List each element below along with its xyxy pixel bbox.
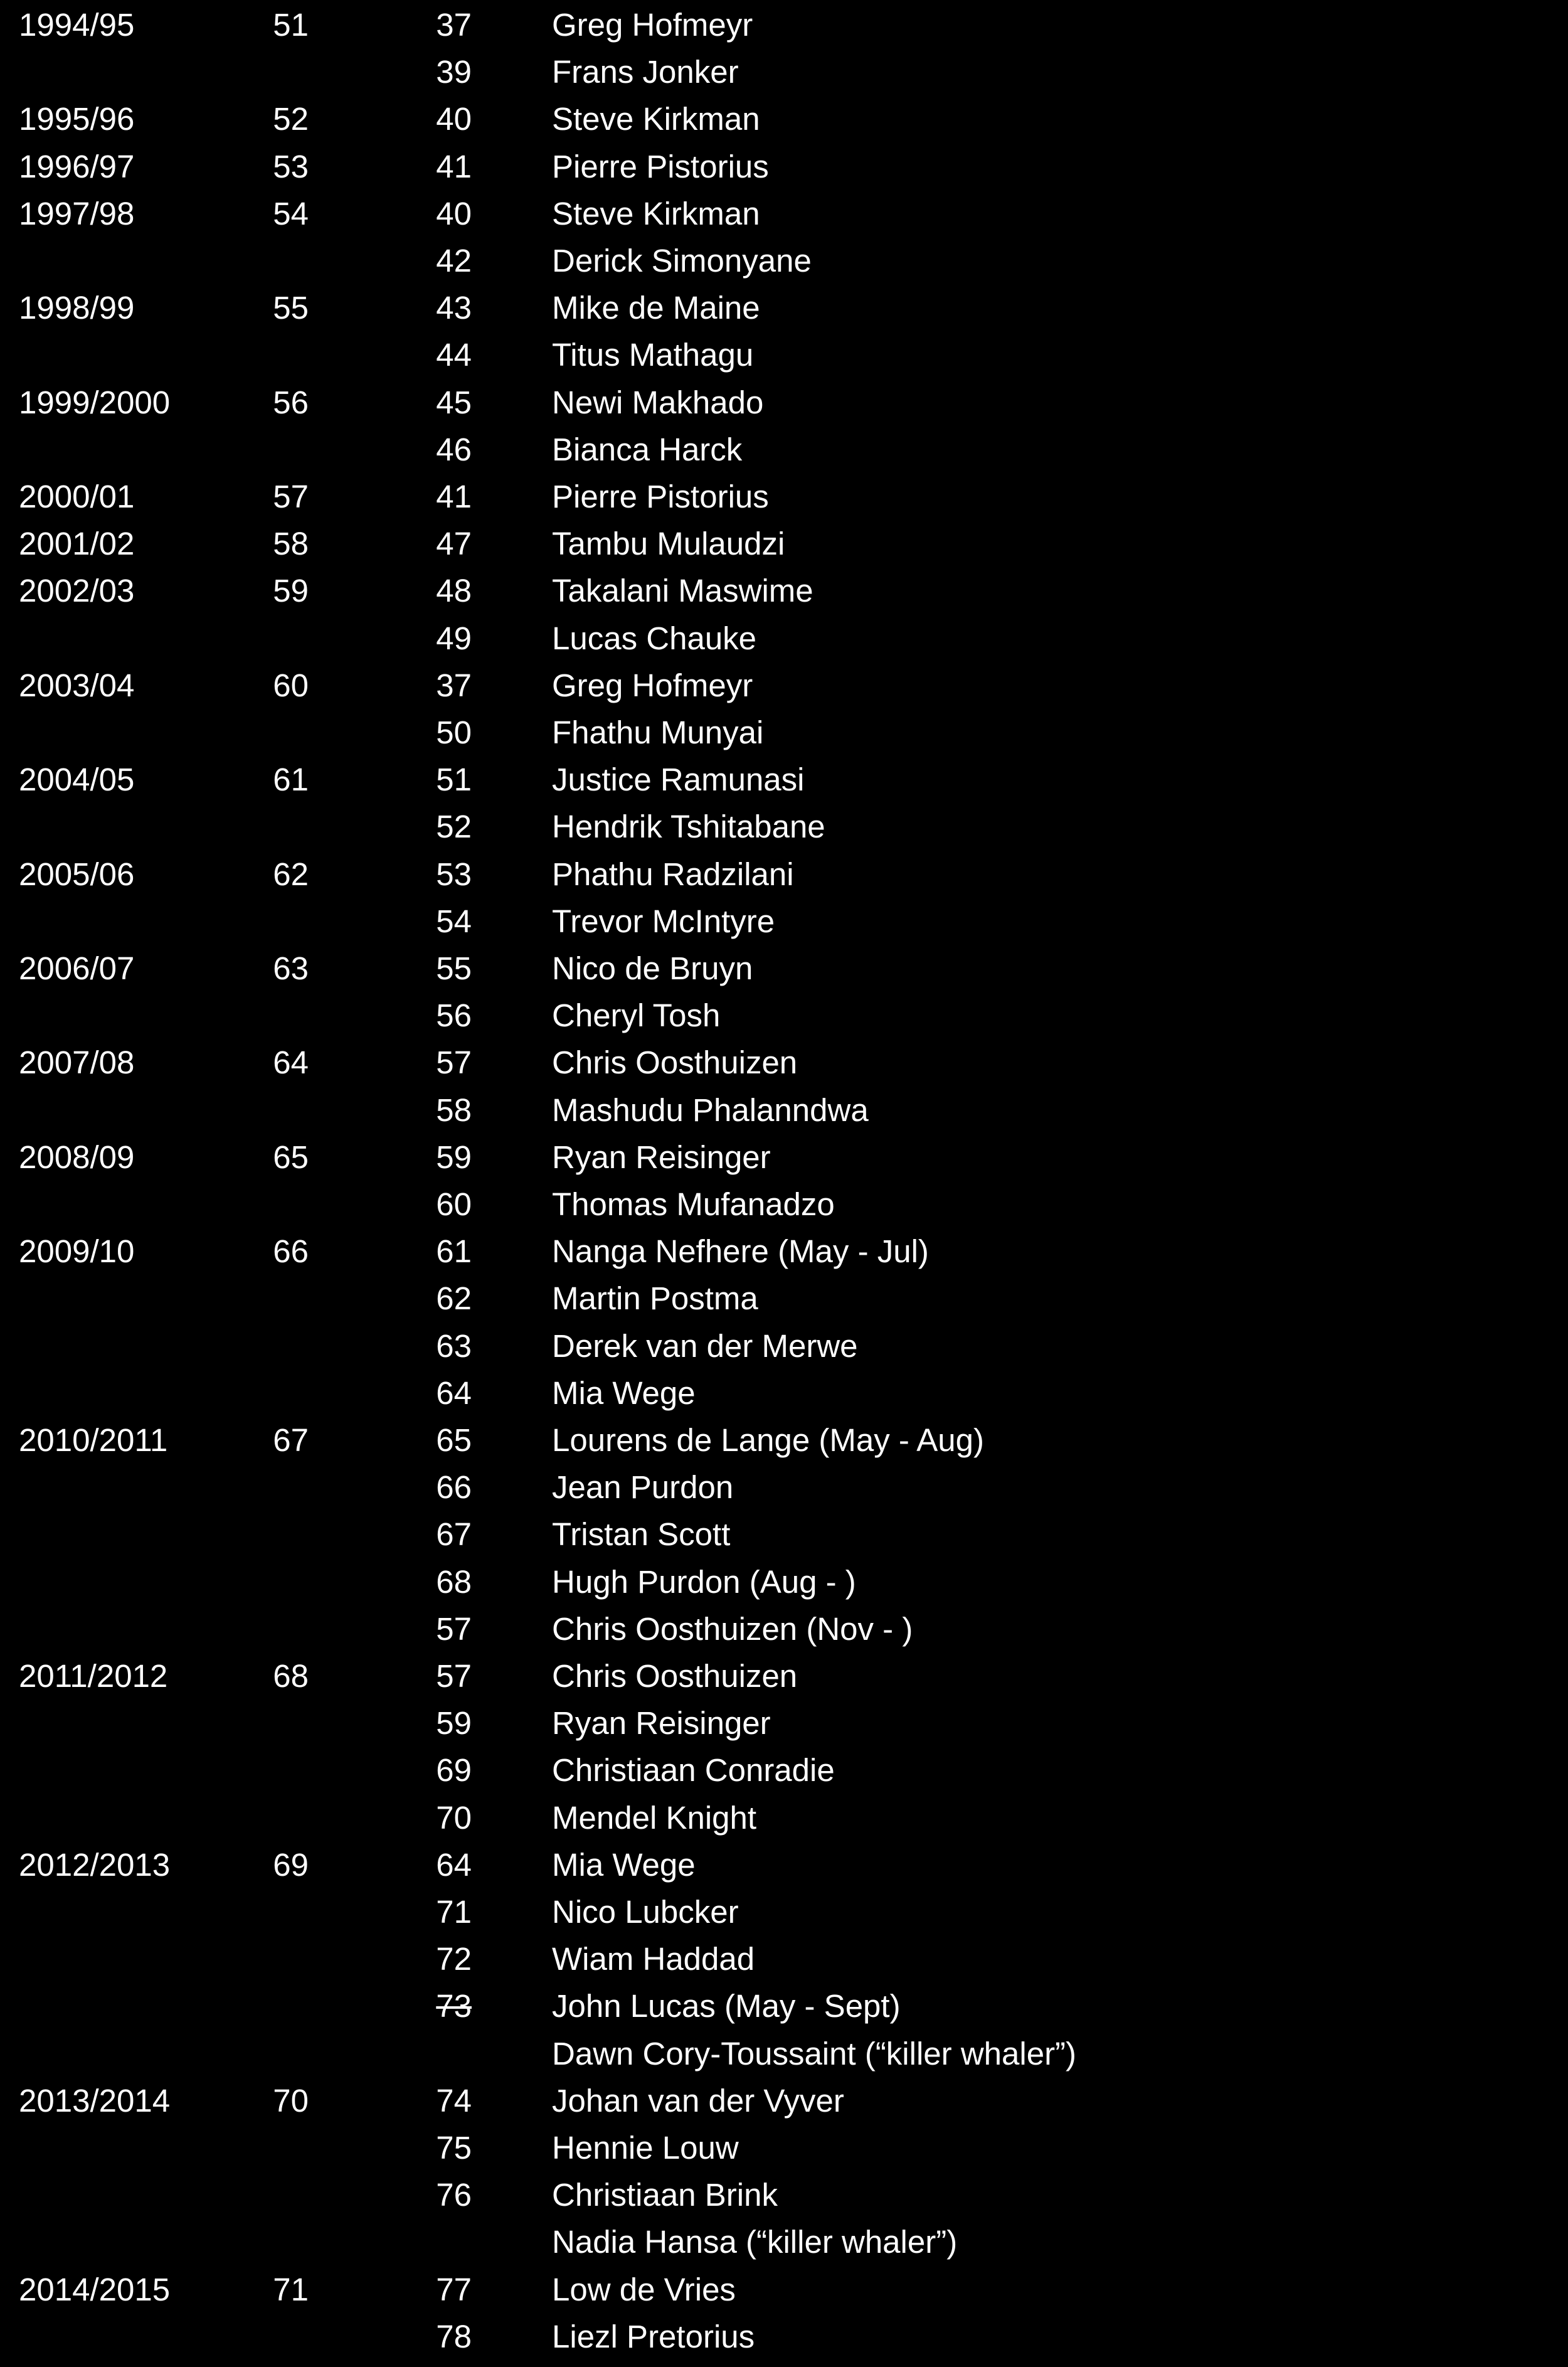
year-cell: 2011/2012 (19, 1658, 168, 1694)
year-cell: 2013/2014 (19, 2082, 171, 2119)
table-row (0, 1087, 1568, 1134)
member-id-cell: 42 (436, 243, 472, 279)
table-row (0, 48, 1568, 95)
table-row (0, 1652, 1568, 1699)
table-row (0, 2218, 1568, 2265)
year-cell: 2009/10 (19, 1233, 135, 1270)
table-row (0, 851, 1568, 898)
table-row (0, 2124, 1568, 2171)
member-id-cell: 60 (436, 1186, 472, 1222)
member-id-cell: 68 (436, 1563, 472, 1600)
table-row (0, 237, 1568, 284)
expedition-number-cell: 57 (273, 479, 309, 514)
table-row (0, 615, 1568, 662)
year-cell: 1999/2000 (19, 384, 171, 420)
table-row (0, 1699, 1568, 1747)
table-row (0, 1181, 1568, 1228)
expedition-number-cell: 70 (273, 2082, 309, 2119)
table-row (0, 1841, 1568, 1888)
member-id-cell: 66 (436, 1469, 472, 1506)
member-name-cell: Christiaan Conradie (552, 1752, 835, 1789)
member-name-cell: Newi Makhado (552, 384, 764, 420)
member-name-cell: Fhathu Munyai (552, 715, 764, 750)
member-name-cell: Thomas Mufanadzo (552, 1186, 835, 1222)
member-id-cell: 37 (436, 7, 472, 43)
table-row (0, 1888, 1568, 1935)
table-row (0, 2030, 1568, 2077)
year-cell: 2003/04 (19, 667, 135, 703)
expedition-number-cell: 59 (273, 573, 309, 609)
year-cell: 2012/2013 (19, 1846, 171, 1883)
member-id-cell: 41 (436, 479, 472, 514)
member-id-cell: 58 (436, 1092, 472, 1128)
table-row (0, 1228, 1568, 1275)
member-name-cell: Chris Oosthuizen (552, 1045, 798, 1081)
table-row (0, 1558, 1568, 1605)
member-name-cell: Frans Jonker (552, 54, 739, 90)
member-id-cell: 40 (436, 101, 472, 137)
expedition-number-cell: 60 (273, 667, 309, 703)
table-row (0, 898, 1568, 945)
table-row (0, 662, 1568, 709)
member-id-cell: 70 (436, 1799, 472, 1836)
table-row (0, 709, 1568, 756)
member-id-cell: 44 (436, 337, 472, 373)
member-name-cell: Mashudu Phalanndwa (552, 1092, 869, 1128)
table-row (0, 473, 1568, 520)
member-name-cell: Greg Hofmeyr (552, 7, 753, 43)
member-id-cell: 48 (436, 573, 472, 609)
member-name-cell: Martin Postma (552, 1280, 758, 1317)
expedition-number-cell: 61 (273, 762, 309, 798)
member-id-cell: 47 (436, 526, 472, 562)
table-row (0, 756, 1568, 803)
table-row (0, 567, 1568, 614)
table-row (0, 520, 1568, 567)
table-row (0, 1275, 1568, 1322)
year-cell: 2001/02 (19, 526, 135, 562)
member-id-cell: 57 (436, 1610, 472, 1647)
member-id-cell: 72 (436, 1941, 472, 1977)
expedition-number-cell: 56 (273, 384, 309, 420)
member-name-cell: Bianca Harck (552, 431, 743, 467)
year-cell: 2002/03 (19, 573, 135, 609)
member-name-cell: Low de Vries (552, 2271, 736, 2307)
expedition-number-cell: 69 (273, 1846, 309, 1883)
member-id-cell: 61 (436, 1233, 472, 1270)
year-cell: 2005/06 (19, 856, 135, 892)
member-id-cell: 45 (436, 384, 472, 420)
expedition-number-cell: 71 (273, 2271, 309, 2307)
member-id-cell: 57 (436, 1045, 472, 1081)
member-id-cell: 59 (436, 1139, 472, 1175)
year-cell: 2010/2011 (19, 1422, 168, 1458)
table-row (0, 2171, 1568, 2218)
table-row (0, 1370, 1568, 1417)
table-row (0, 1794, 1568, 1841)
year-cell: 2014/2015 (19, 2271, 171, 2307)
member-id-cell: 53 (436, 856, 472, 892)
member-name-cell: Lourens de Lange (May - Aug) (552, 1422, 984, 1458)
expedition-number-cell: 66 (273, 1233, 309, 1270)
table-row (0, 1039, 1568, 1086)
member-id-cell: 57 (436, 1658, 472, 1694)
table-row (0, 1464, 1568, 1511)
member-name-cell: Christiaan Brink (552, 2177, 778, 2213)
table-row (0, 143, 1568, 190)
year-cell: 1997/98 (19, 195, 135, 231)
member-name-cell: Chris Oosthuizen (552, 1658, 798, 1694)
expedition-number-cell: 54 (273, 195, 309, 231)
member-name-cell: Nadia Hansa (“killer whaler”) (552, 2224, 958, 2260)
table-row (0, 331, 1568, 378)
table-row (0, 1, 1568, 48)
member-id-cell: 46 (436, 431, 472, 467)
year-cell: 2007/08 (19, 1045, 135, 1081)
member-id-cell: 71 (436, 1894, 472, 1930)
member-name-cell: Trevor McIntyre (552, 903, 775, 939)
table-row (0, 1605, 1568, 1652)
member-name-cell: John Lucas (May - Sept) (552, 1988, 901, 2024)
member-name-cell: Mike de Maine (552, 290, 760, 326)
table-row (0, 1322, 1568, 1370)
member-id-cell: 65 (436, 1422, 472, 1458)
table-row (0, 190, 1568, 237)
member-id-cell: 78 (436, 2318, 472, 2354)
member-id-cell: 74 (436, 2082, 472, 2119)
member-name-cell: Pierre Pistorius (552, 479, 769, 514)
year-cell: 1996/97 (19, 148, 135, 184)
year-cell: 1994/95 (19, 7, 135, 43)
member-id-cell: 64 (436, 1846, 472, 1883)
member-name-cell: Nanga Nefhere (May - Jul) (552, 1233, 929, 1270)
table-row (0, 2313, 1568, 2360)
expedition-number-cell: 68 (273, 1658, 309, 1694)
table-row (0, 2077, 1568, 2124)
table-row (0, 1417, 1568, 1464)
member-name-cell: Nico de Bruyn (552, 950, 753, 986)
table-row (0, 1747, 1568, 1794)
member-id-cell: 67 (436, 1516, 472, 1553)
expedition-number-cell: 64 (273, 1045, 309, 1081)
member-id-cell: 40 (436, 195, 472, 231)
member-name-cell: Derek van der Merwe (552, 1327, 858, 1364)
member-name-cell: Justice Ramunasi (552, 762, 805, 798)
table-row (0, 95, 1568, 142)
expedition-number-cell: 52 (273, 101, 309, 137)
member-id-cell: 56 (436, 997, 472, 1034)
table-row (0, 2266, 1568, 2313)
member-id-cell: 52 (436, 809, 472, 845)
table-row (0, 992, 1568, 1039)
member-name-cell: Mia Wege (552, 1846, 696, 1883)
year-cell: 1995/96 (19, 101, 135, 137)
member-id-cell: 50 (436, 715, 472, 750)
member-name-cell: Liezl Pretorius (552, 2318, 755, 2354)
member-id-cell: 64 (436, 1375, 472, 1411)
expedition-number-cell: 58 (273, 526, 309, 562)
member-name-cell: Nico Lubcker (552, 1894, 739, 1930)
member-id-cell: 54 (436, 903, 472, 939)
member-name-cell: Jean Purdon (552, 1469, 734, 1506)
member-id-cell: 76 (436, 2177, 472, 2213)
member-id-cell: 39 (436, 54, 472, 90)
member-name-cell: Hugh Purdon (Aug - ) (552, 1563, 856, 1600)
member-name-cell: Greg Hofmeyr (552, 667, 753, 703)
member-id-cell: 43 (436, 290, 472, 326)
member-name-cell: Dawn Cory-Toussaint (“killer whaler”) (552, 2035, 1077, 2072)
member-id-cell: 41 (436, 148, 472, 184)
table-row (0, 803, 1568, 850)
table-row (0, 1935, 1568, 1982)
member-name-cell: Johan van der Vyver (552, 2082, 844, 2119)
member-name-cell: Titus Mathagu (552, 337, 754, 373)
member-name-cell: Ryan Reisinger (552, 1705, 771, 1742)
member-id-cell: 51 (436, 762, 472, 798)
member-name-cell: Steve Kirkman (552, 101, 760, 137)
member-id-cell: 62 (436, 1280, 472, 1317)
member-id-cell: 59 (436, 1705, 472, 1742)
expedition-number-cell: 55 (273, 290, 309, 326)
member-id-cell: 63 (436, 1327, 472, 1364)
expedition-number-cell: 53 (273, 148, 309, 184)
member-id-cell: 73 (436, 1988, 472, 2024)
member-name-cell: Chris Oosthuizen (Nov - ) (552, 1610, 913, 1647)
table-row (0, 379, 1568, 426)
member-id-cell: 69 (436, 1752, 472, 1789)
member-name-cell: Cheryl Tosh (552, 997, 721, 1034)
member-name-cell: Mendel Knight (552, 1799, 757, 1836)
member-id-cell: 49 (436, 620, 472, 656)
table-row (0, 1982, 1568, 2029)
year-cell: 2008/09 (19, 1139, 135, 1175)
expedition-number-cell: 67 (273, 1422, 309, 1458)
table-row (0, 1511, 1568, 1558)
member-name-cell: Mia Wege (552, 1375, 696, 1411)
year-cell: 2006/07 (19, 950, 135, 986)
member-id-cell: 37 (436, 667, 472, 703)
member-name-cell: Derick Simonyane (552, 243, 812, 279)
table-row (0, 945, 1568, 992)
expedition-number-cell: 63 (273, 950, 309, 986)
year-cell: 2000/01 (19, 479, 135, 514)
member-name-cell: Pierre Pistorius (552, 148, 769, 184)
member-name-cell: Hennie Louw (552, 2130, 739, 2166)
member-name-cell: Wiam Haddad (552, 1941, 755, 1977)
table-row (0, 284, 1568, 331)
year-cell: 1998/99 (19, 290, 135, 326)
member-name-cell: Phathu Radzilani (552, 856, 794, 892)
table-row (0, 1134, 1568, 1181)
member-name-cell: Ryan Reisinger (552, 1139, 771, 1175)
member-name-cell: Hendrik Tshitabane (552, 809, 825, 845)
member-id-cell: 77 (436, 2271, 472, 2307)
member-name-cell: Tristan Scott (552, 1516, 731, 1553)
member-name-cell: Tambu Mulaudzi (552, 526, 785, 562)
year-cell: 2004/05 (19, 762, 135, 798)
expedition-number-cell: 51 (273, 7, 309, 43)
table-row (0, 426, 1568, 473)
member-name-cell: Steve Kirkman (552, 195, 760, 231)
member-name-cell: Lucas Chauke (552, 620, 757, 656)
expedition-number-cell: 65 (273, 1139, 309, 1175)
member-id-cell: 75 (436, 2130, 472, 2166)
member-id-cell: 55 (436, 950, 472, 986)
member-name-cell: Takalani Maswime (552, 573, 813, 609)
expedition-number-cell: 62 (273, 856, 309, 892)
